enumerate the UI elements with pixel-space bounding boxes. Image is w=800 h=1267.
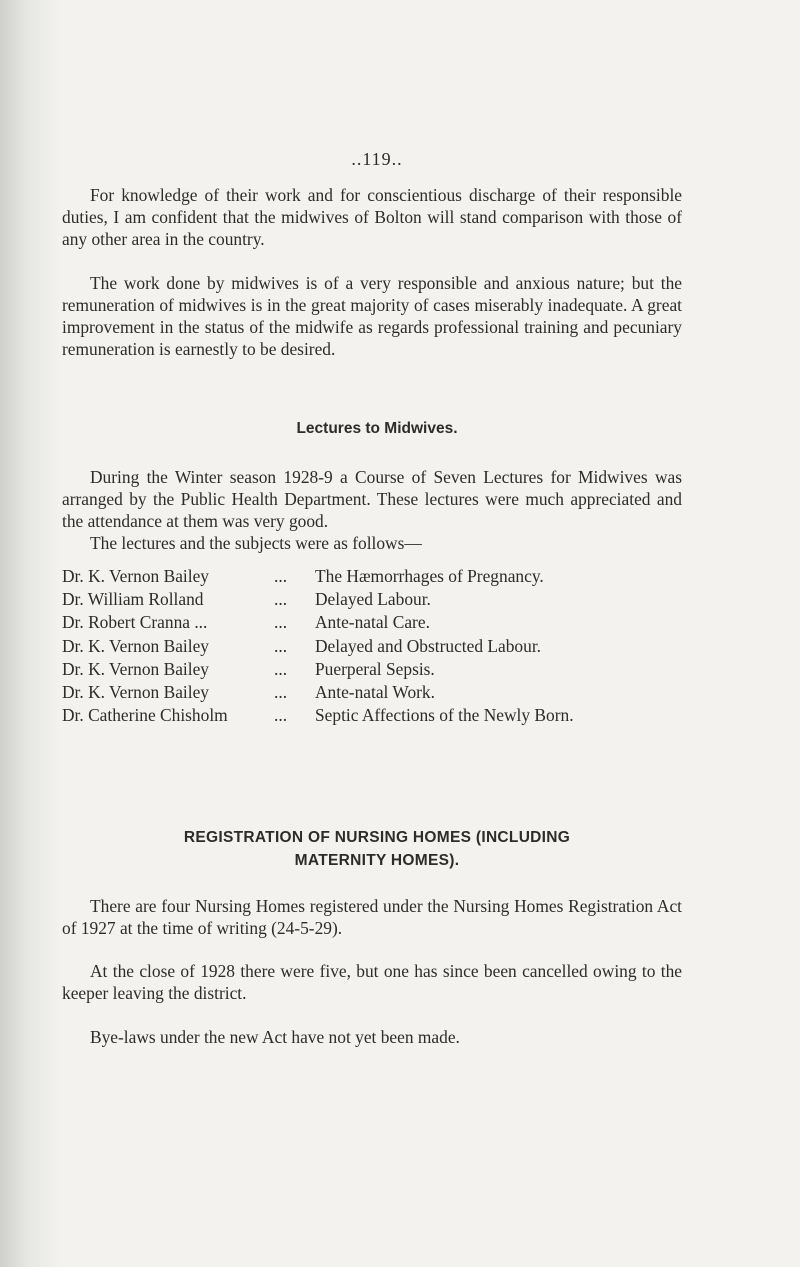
lecturer-name: Dr. K. Vernon Bailey <box>62 566 209 586</box>
list-item <box>62 588 692 611</box>
list-item <box>62 681 692 704</box>
lecturer-name: Dr. Catherine Chisholm <box>62 705 228 726</box>
lecture-subject: Delayed and Obstructed Labour. <box>315 635 542 656</box>
registration-heading-line-1: REGISTRATION OF NURSING HOMES (INCLUDING <box>183 829 571 846</box>
lecture-subject: Puerperal Sepsis. <box>315 658 435 679</box>
lectures-list-intro: The lectures and the subjects were as follows— <box>90 533 422 553</box>
lecturer-name: Dr. K. Vernon Bailey <box>62 635 209 656</box>
leader-dots: ... <box>274 681 288 702</box>
lecturer-name: Dr. K. Vernon Bailey <box>62 681 209 702</box>
intro-paragraph: For knowledge of their work and for conscientious discharge of their responsible duties, I am confident that the midwives of Bolton will stand comparison with those of any other area in the country. <box>62 185 682 249</box>
list-item <box>62 704 692 727</box>
lecture-subject: Ante-natal Care. <box>315 612 430 633</box>
leader-dots: ... <box>274 635 288 656</box>
lecturer-name: Dr. Robert Cranna ... <box>62 612 208 633</box>
registration-paragraph-1: There are four Nursing Homes registered under the Nursing Homes Registration Act of 1927 at the time of writing (24-5-29). <box>62 896 682 938</box>
leader-dots: ... <box>274 589 288 610</box>
registration-paragraph-2: At the close of 1928 there were five, but one has since been cancelled owing to the keeper leaving the district. <box>62 961 682 1003</box>
list-item <box>62 565 692 588</box>
lecture-subject: Ante-natal Work. <box>315 681 435 702</box>
registration-heading-line-2: MATERNITY HOMES). <box>294 852 460 869</box>
leader-dots: ... <box>274 566 288 586</box>
lecture-subject: Delayed Labour. <box>315 589 431 610</box>
leader-dots: ... <box>274 705 288 726</box>
page-number: ..119.. <box>351 149 403 169</box>
lecturer-name: Dr. K. Vernon Bailey <box>62 658 209 679</box>
lectures-intro-paragraph: During the Winter season 1928-9 a Course of Seven Lectures for Midwives was arranged by the Public Health Department. These lectures were much appreciated and the attendance at them was very good. <box>62 467 682 531</box>
list-item <box>62 611 692 634</box>
lectures-heading: Lectures to Midwives. <box>296 420 458 437</box>
lectures-list <box>62 565 692 727</box>
list-item <box>62 658 692 681</box>
list-item <box>62 635 692 658</box>
registration-paragraph-3: Bye-laws under the new Act have not yet been made. <box>90 1027 460 1047</box>
lecture-subject: The Hæmorrhages of Pregnancy. <box>315 566 544 586</box>
scan-shadow-edge <box>0 0 60 1267</box>
leader-dots: ... <box>274 658 288 679</box>
work-done-paragraph: The work done by midwives is of a very responsible and anxious nature; but the remuneration of midwives is in the great majority of cases miserably inadequate. A great improvement in the status of the midwife as regards professional training and pecuniary remuneration is earnestly to be desired. <box>62 273 682 359</box>
leader-dots: ... <box>274 612 288 633</box>
lecturer-name: Dr. William Rolland <box>62 589 204 610</box>
lecture-subject: Septic Affections of the Newly Born. <box>315 705 574 726</box>
registration-heading <box>62 826 692 872</box>
